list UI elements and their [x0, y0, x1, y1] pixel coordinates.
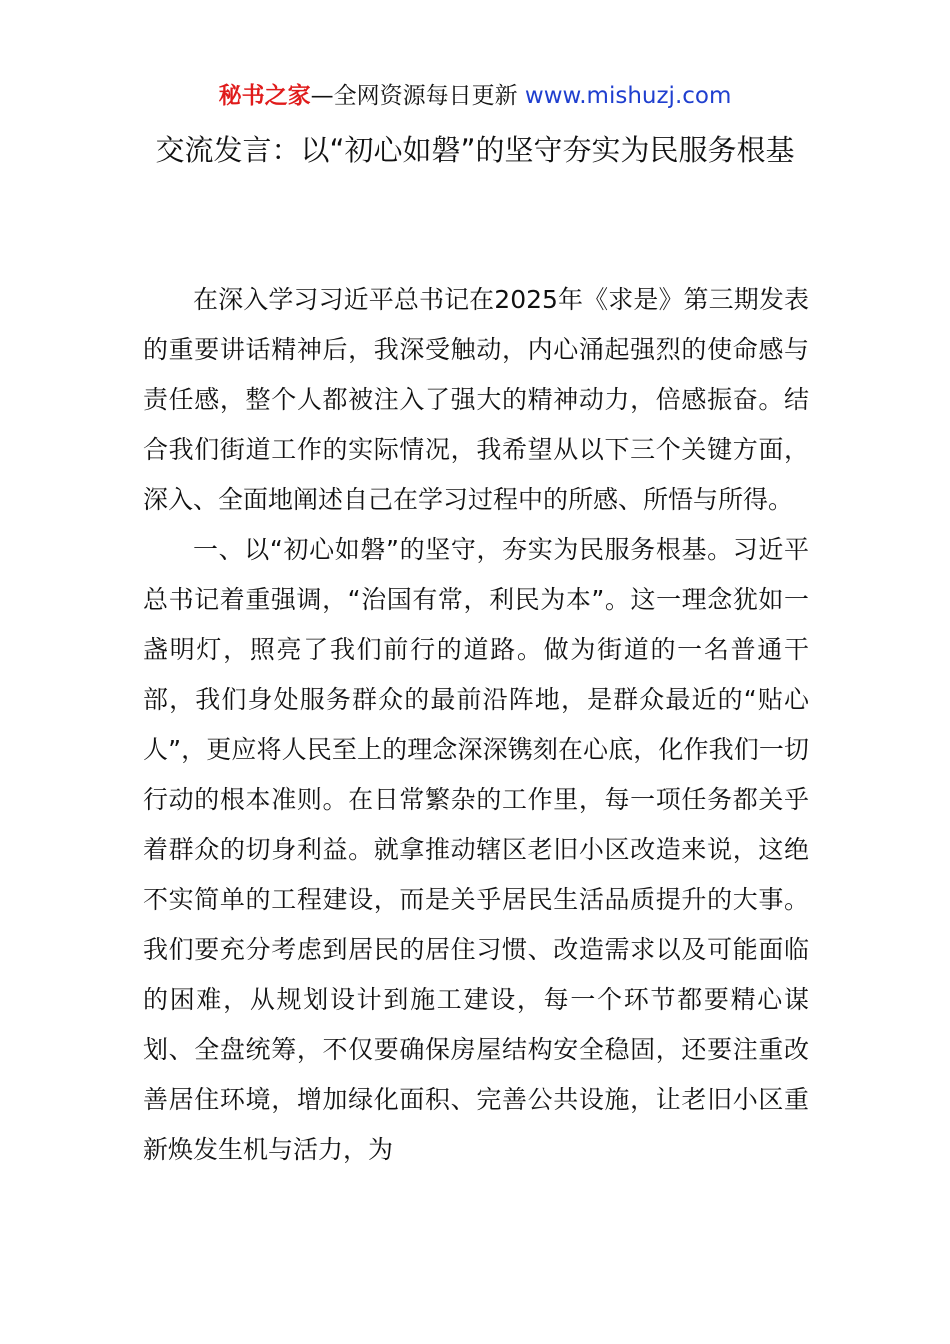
site-header [0, 80, 950, 112]
site-url-link[interactable]: www.mishuzj.com [524, 83, 732, 109]
brand-name: 秘书之家 [218, 83, 311, 109]
header-dash: — [310, 83, 334, 109]
header-tagline: 全网资源每日更新 [333, 83, 518, 109]
document-body [143, 275, 809, 1175]
document-title: 交流发言：以“初心如磐”的坚守夯实为民服务根基 [155, 133, 795, 167]
paragraph-intro: 在深入学习习近平总书记在2025年《求是》第三期发表的重要讲话精神后，我深受触动，内心涌起强烈的使命感与责任感，整个人都被注入了强大的精神动力，倍感振奋。结合我们街道工作的实际情况，我希望从以下三个关键方面，深入、全面地阐述自己在学习过程中的所感、所悟与所得。 [143, 285, 809, 514]
paragraph-section-one: 一、以“初心如磐”的坚守，夯实为民服务根基。习近平总书记着重强调，“治国有常，利民为本”。这一理念犹如一盏明灯，照亮了我们前行的道路。做为街道的一名普通干部，我们身处服务群众的最前沿阵地，是群众最近的“贴心人”，更应将人民至上的理念深深镌刻在心底，化作我们一切行动的根本准则。在日常繁杂的工作里，每一项任务都关乎着群众的切身利益。就拿推动辖区老旧小区改造来说，这绝不实简单的工程建设，而是关乎居民生活品质提升的大事。我们要充分考虑到居民的居住习惯、改造需求以及可能面临的困难，从规划设计到施工建设，每一个环节都要精心谋划、全盘统筹，不仅要确保房屋结构安全稳固，还要注重改善居住环境，增加绿化面积、完善公共设施，让老旧小区重新焕发生机与活力，为 [143, 535, 809, 1164]
